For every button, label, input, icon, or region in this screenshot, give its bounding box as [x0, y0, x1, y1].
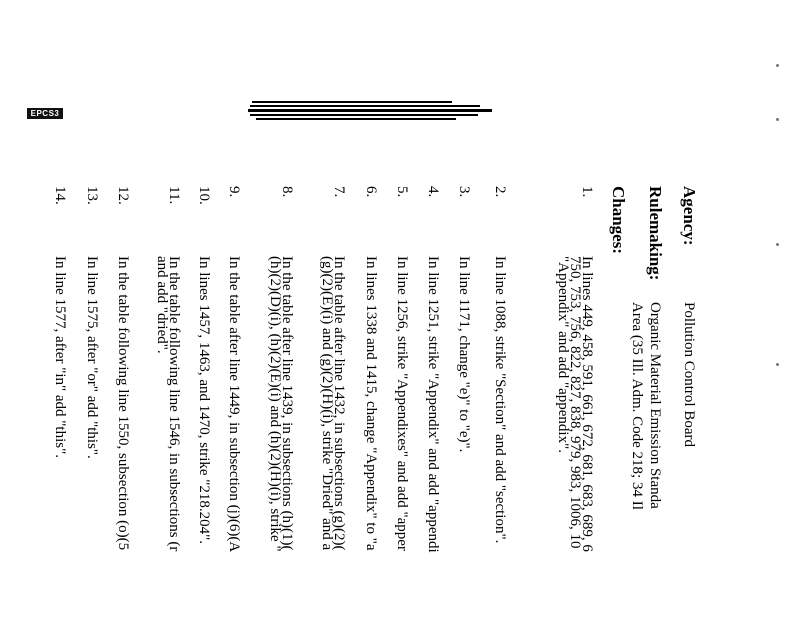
rulemaking-line-2: Area (35 Ill. Adm. Code 218; 34 Il: [629, 302, 645, 510]
change-number: 2.: [492, 186, 508, 198]
change-text-line: "Appendix" and add "appendix".: [555, 256, 571, 453]
change-number: 10.: [196, 186, 212, 205]
agency-value: Pollution Control Board: [681, 302, 697, 448]
page-stamp: EPCS3: [27, 108, 63, 119]
scan-speck: [776, 64, 779, 67]
change-number: 4.: [425, 186, 441, 198]
change-text-line: In the table following line 1546, in subsections (r: [166, 256, 182, 552]
change-text-line: (h)(2)(D)(i), (h)(2)(E)(i) and (h)(2)(H)(i), strike ": [267, 256, 283, 552]
scan-speck: [776, 118, 779, 121]
change-text-line: In line 1577, after "in" add "this".: [52, 256, 68, 458]
rotated-document: [52, 186, 699, 618]
change-text-line: (g)(2)(E)(i) and (g)(2)(H)(i), strike "Dried" and a: [319, 256, 335, 551]
changes-heading: Changes:: [609, 186, 628, 255]
change-number: 13.: [84, 186, 100, 205]
rulemaking-line-1: Organic Material Emission Standa: [647, 302, 663, 509]
agency-label: Agency:: [680, 186, 699, 246]
change-number: 9.: [226, 186, 242, 198]
change-text-line: In the table following line 1550, subsection (o)(5: [115, 256, 131, 551]
change-text-line: In lines 449, 458, 591, 661, 672, 681, 683, 689, 6: [579, 256, 595, 552]
change-number: 12.: [115, 186, 131, 205]
change-text-line: In line 1171, change "e)" to "e)".: [456, 256, 472, 453]
change-text-line: In lines 1457, 1463, and 1470, strike "218.204".: [196, 256, 212, 545]
change-text-line: In lines 1338 and 1415, change "Appendix" to "a: [363, 256, 379, 551]
change-number: 11.: [166, 186, 182, 205]
change-number: 6.: [363, 186, 379, 198]
change-number: 3.: [456, 186, 472, 198]
scan-speck: [776, 243, 779, 246]
change-number: 7.: [331, 186, 347, 198]
change-number: 5.: [394, 186, 410, 198]
change-number: 1.: [579, 186, 595, 198]
change-text-line: In line 1256, strike "Appendixes" and add "apper: [394, 256, 410, 551]
change-text-line: In line 1088, strike "Section" and add "section".: [492, 256, 508, 544]
change-text-line: In line 1251, strike "Appendix" and add "appendi: [425, 256, 441, 553]
change-text-line: In line 1575, after "or" add "this".: [84, 256, 100, 459]
rulemaking-label: Rulemaking:: [646, 186, 665, 281]
change-number: 8.: [279, 186, 295, 198]
change-text-line: In the table after line 1449, in subsection (j)(6)(A: [226, 256, 242, 553]
change-text-line: 750, 753, 756, 822, 827, 838, 979, 983, 1006, 10: [567, 256, 583, 549]
agency-row: [680, 186, 699, 448]
change-text-line: and add "dried".: [154, 256, 170, 354]
rulemaking-row: [629, 186, 665, 510]
change-text-line: In the table after line 1432, in subsections (g)(2)(: [331, 256, 347, 551]
change-text-line: In the table after line 1439, in subsections (h)(1)(: [279, 256, 295, 551]
scan-speck: [776, 363, 779, 366]
change-number: 14.: [52, 186, 68, 205]
